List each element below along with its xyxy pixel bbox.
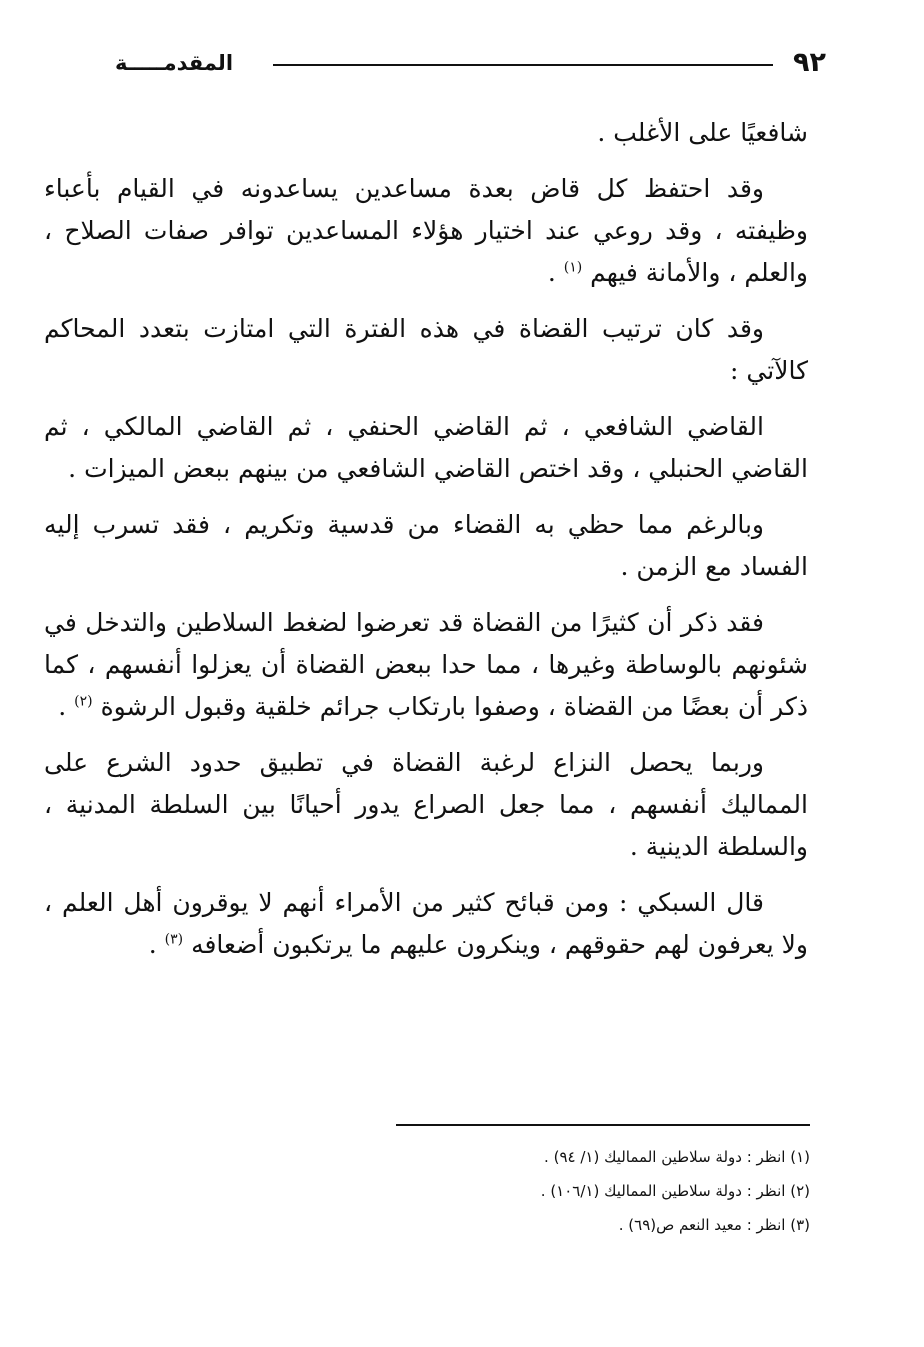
paragraph [44, 168, 808, 294]
footnote-marker: (٣) [164, 931, 184, 948]
footnotes [310, 1140, 810, 1242]
paragraph-text: وقد احتفظ كل قاض بعدة مساعدين يساعدونه في القيام بأعباء وظيفته ، وقد روعي عند اختيار هؤلاء المساعدين توافر صفات الصلاح ، والعلم ، والأمانة فيهم [44, 174, 808, 287]
paragraph-end: . [148, 930, 157, 959]
header-rule [273, 64, 773, 66]
page-number: ٩٢ [793, 47, 826, 78]
paragraph: وبالرغم مما حظي به القضاء من قدسية وتكريم ، فقد تسرب إليه الفساد مع الزمن . [44, 510, 808, 581]
footnote: (١) انظر : دولة سلاطين المماليك (١/ ٩٤) . [544, 1148, 810, 1166]
paragraph-end: . [58, 692, 67, 721]
paragraph: وقد كان ترتيب القضاة في هذه الفترة التي امتازت بتعدد المحاكم كالآتي : [44, 314, 808, 385]
footnote-marker: (١) [563, 259, 583, 276]
footnote: (٢) انظر : دولة سلاطين المماليك (١٠٦/١) . [540, 1182, 810, 1200]
paragraph: شافعيًا على الأغلب . [597, 118, 808, 147]
paragraph [44, 602, 808, 728]
paragraph: القاضي الشافعي ، ثم القاضي الحنفي ، ثم القاضي المالكي ، ثم القاضي الحنبلي ، وقد اختص القاضي الشافعي من بينهم ببعض الميزات . [44, 412, 808, 483]
paragraph-end: . [547, 258, 556, 287]
paragraph-text: فقد ذكر أن كثيرًا من القضاة قد تعرضوا لضغط السلاطين والتدخل في شئونهم بالوساطة وغيرها ، مما حدا ببعض القضاة أن يعزلوا أنفسهم ، كما ذكر أن بعضًا من القضاة ، وصفوا بارتكاب جرائم خلقية وقبول الرشوة [44, 608, 808, 721]
running-title: المقدمـــــة [114, 51, 234, 75]
running-header [36, 38, 826, 78]
paragraph-text: قال السبكي : ومن قبائح كثير من الأمراء أنهم لا يوقرون أهل العلم ، ولا يعرفون لهم حقوقهم ، وينكرون عليهم ما يرتكبون أضعافه [44, 888, 808, 959]
paragraph [44, 882, 808, 966]
footnote: (٣) انظر : معيد النعم ص(٦٩) . [618, 1216, 810, 1234]
main-text [44, 112, 808, 980]
paragraph: وربما يحصل النزاع لرغبة القضاة في تطبيق حدود الشرع على المماليك أنفسهم ، مما جعل الصراع يدور أحيانًا بين السلطة المدنية ، والسلطة الدينية . [44, 748, 808, 861]
footnote-separator [396, 1124, 810, 1126]
footnote-marker: (٢) [74, 693, 93, 710]
